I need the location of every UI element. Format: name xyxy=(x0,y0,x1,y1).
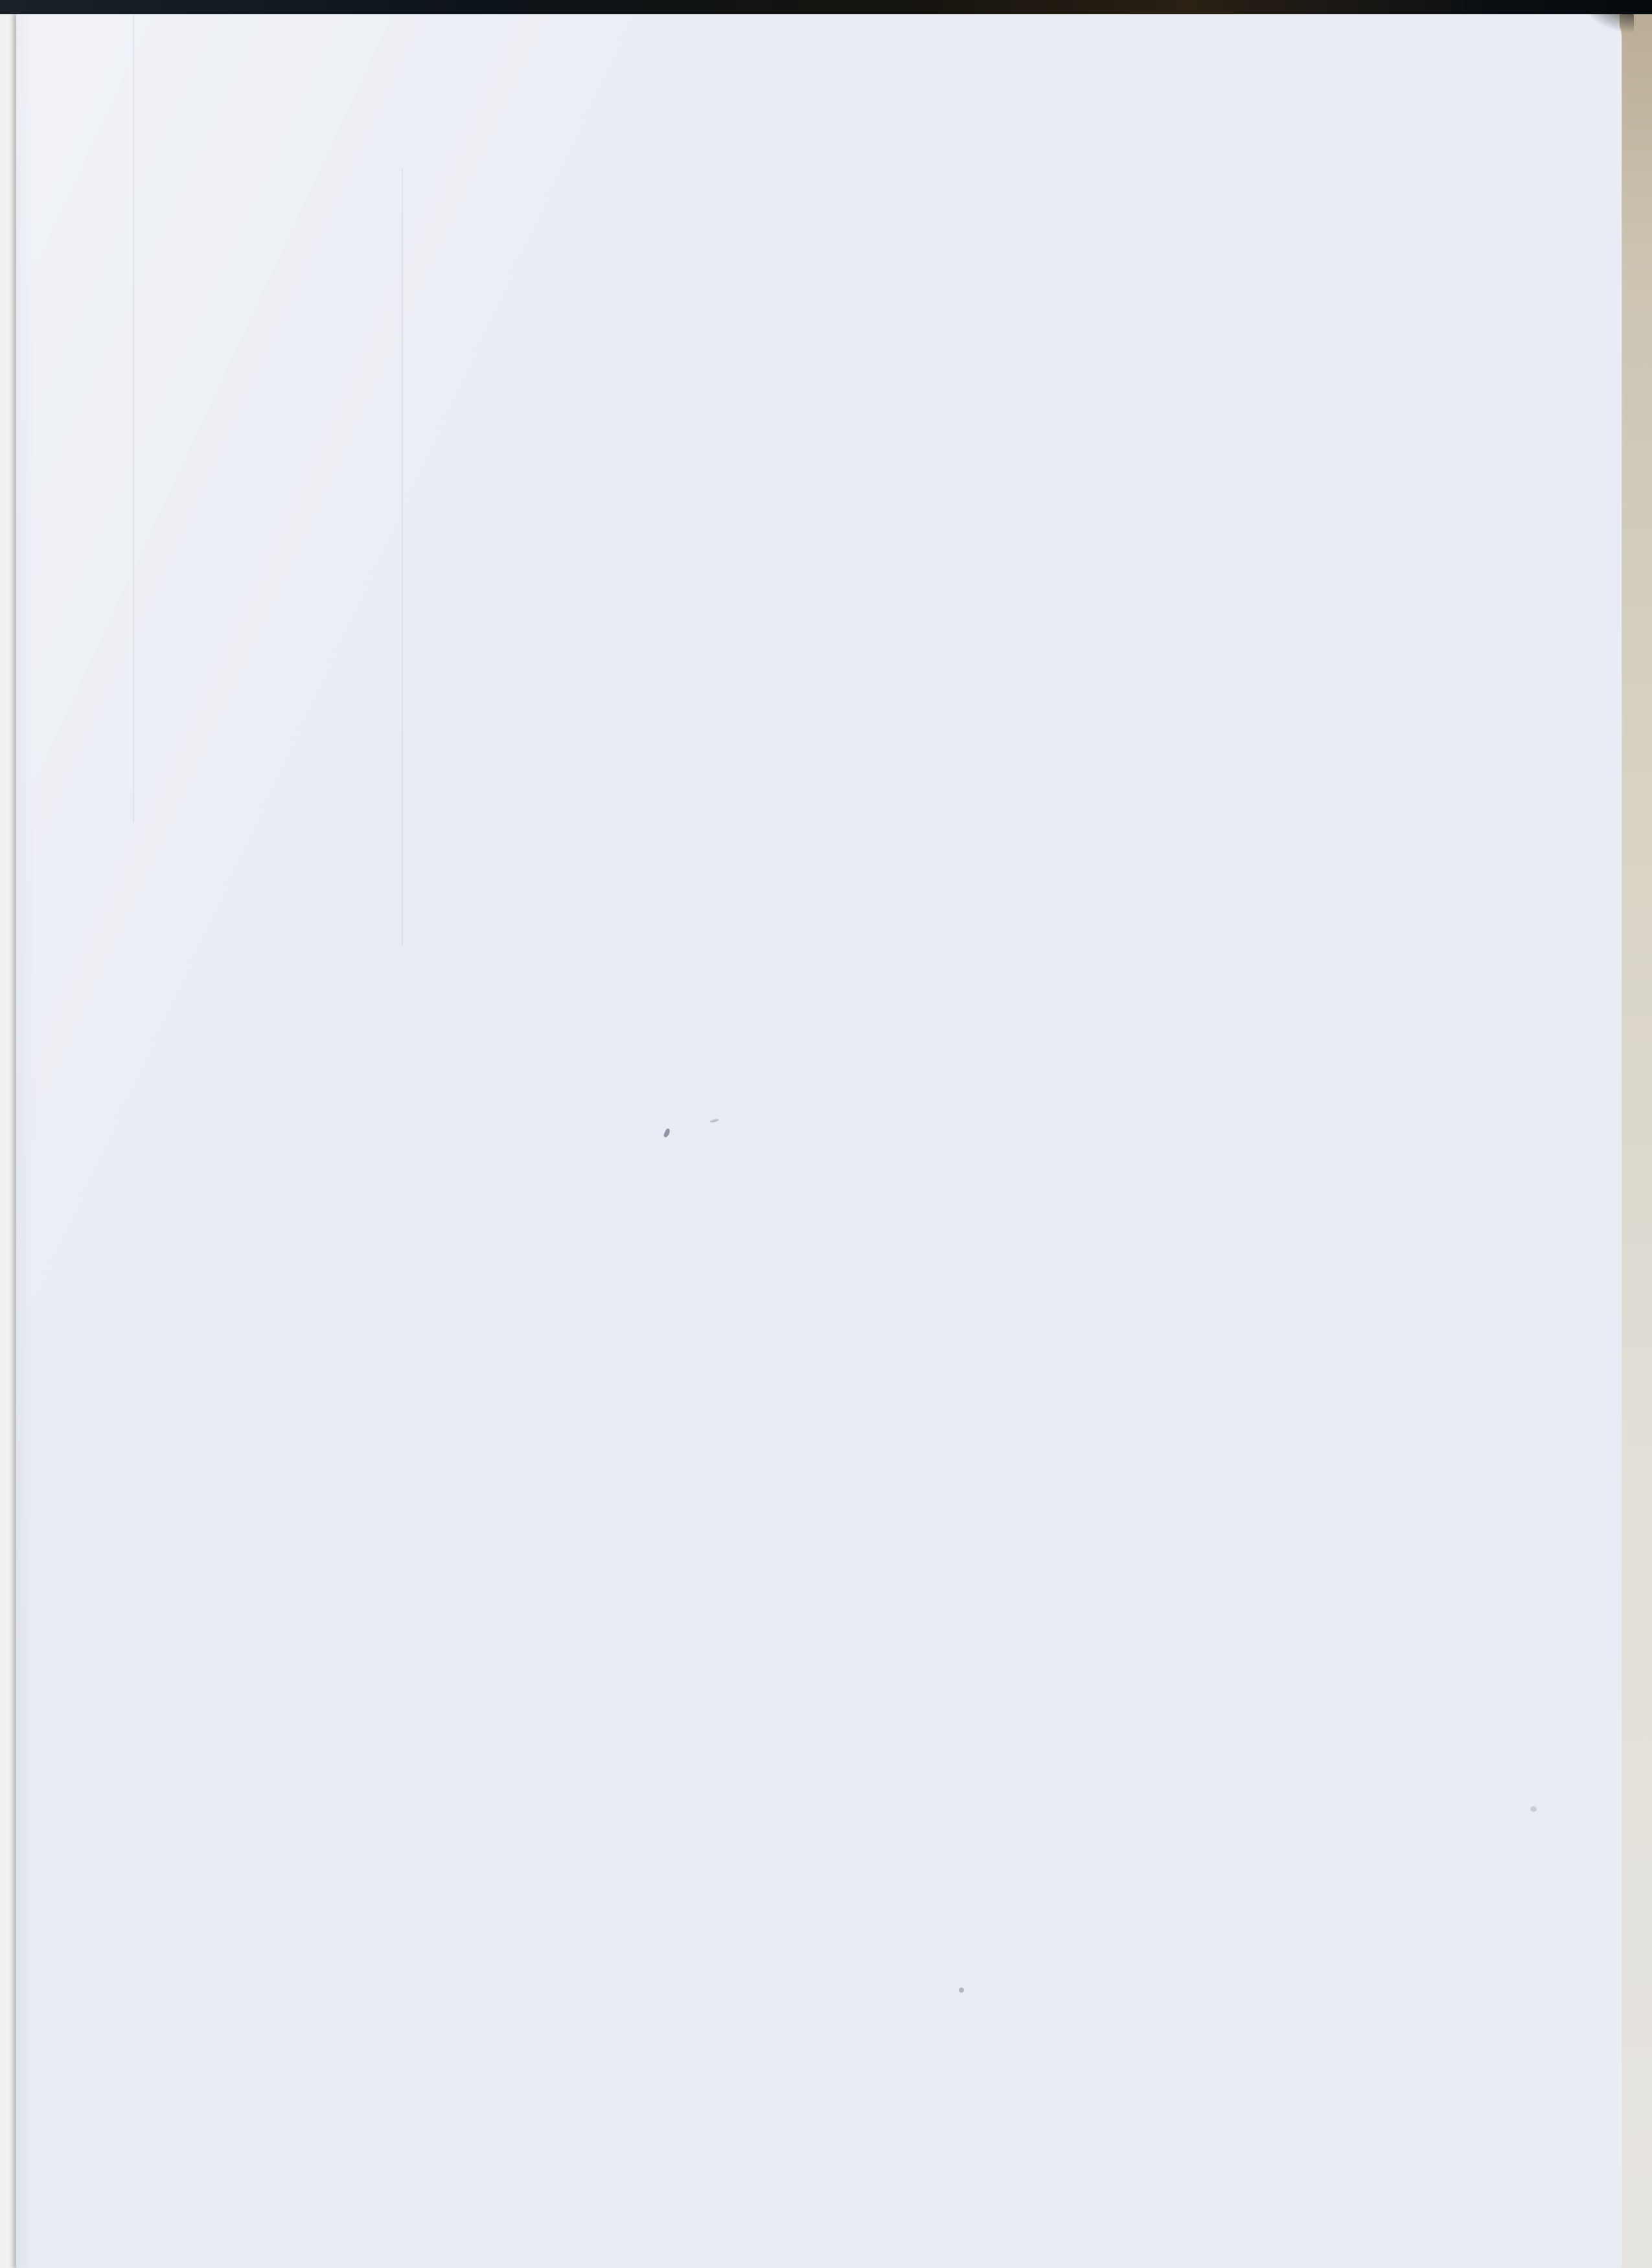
paper-crease xyxy=(402,168,403,946)
paper-crease xyxy=(133,13,134,823)
ink-speck xyxy=(1530,1806,1537,1812)
scan-edge-right-strip xyxy=(1620,0,1652,2268)
scanner-edge-top-band xyxy=(0,0,1652,14)
document-page xyxy=(16,13,1622,2268)
scanner-edge-highlight xyxy=(0,14,1652,18)
ink-speck xyxy=(959,1987,964,1993)
